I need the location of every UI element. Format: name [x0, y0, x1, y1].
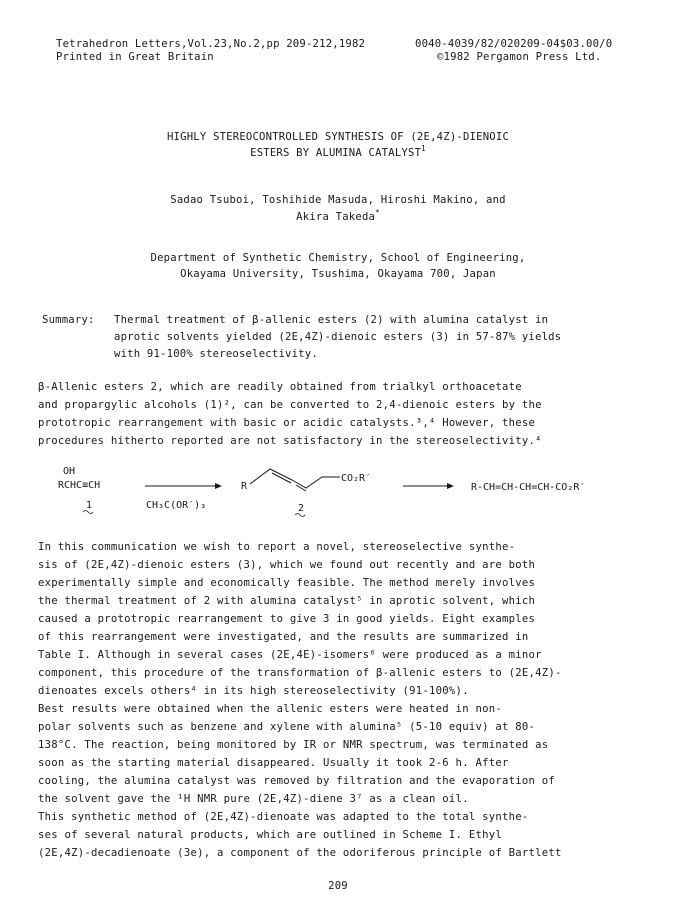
body-line: the thermal treatment of 2 with alumina catalyst⁵ in aprotic solvent, which: [38, 595, 536, 607]
copyright: ©1982 Pergamon Press Ltd.: [437, 51, 602, 63]
body-line: cooling, the alumina catalyst was removed by filtration and the evaporation of: [38, 775, 555, 787]
printed-location: Printed in Great Britain: [56, 51, 214, 63]
title-line-2: [0, 144, 676, 160]
summary-label: Summary:: [42, 314, 95, 326]
body-line: This synthetic method of (2E,4Z)-dienoate was adapted to the total synthe-: [38, 811, 529, 823]
arrowhead-2: [447, 483, 454, 489]
ester-group: CO₂R′: [341, 473, 372, 484]
body-line: caused a prototropic rearrangement to give 3 in good yields. Eight examples: [38, 613, 536, 625]
body-line: experimentally simple and economically feasible. The method merely involves: [38, 577, 536, 589]
title-line-1: HIGHLY STEREOCONTROLLED SYNTHESIS OF (2E,4Z)-DIENOIC: [166, 131, 510, 143]
body-line: sis of (2E,4Z)-dienoic esters (3), which we found out recently and are both: [38, 559, 536, 571]
intro-line: prototropic rearrangement with basic or acidic catalysts.³,⁴ However, these: [38, 417, 536, 429]
authors-line-2: [0, 208, 676, 224]
arrowhead-1: [215, 483, 222, 489]
intro-line: β-Allenic esters 2, which are readily obtained from trialkyl orthoacetate: [38, 381, 522, 393]
hydroxyl-label: OH: [63, 466, 76, 477]
journal-citation: Tetrahedron Letters,Vol.23,No.2,pp 209-212,1982: [56, 38, 366, 50]
body-line: 138°C. The reaction, being monitored by IR or NMR spectrum, was terminated as: [38, 739, 549, 751]
summary-line-3: with 91-100% stereoselectivity.: [114, 348, 318, 360]
body-line: In this communication we wish to report a novel, stereoselective synthe-: [38, 541, 516, 553]
body-line: dienoates excels others⁴ in its high stereoselectivity (91-100%).: [38, 685, 469, 697]
corresponding-author-mark: *: [375, 208, 380, 217]
compound-2-label: 2: [298, 503, 305, 514]
body-line: polar solvents such as benzene and xylene with alumina⁵ (5-10 equiv) at 80-: [38, 721, 536, 733]
intro-line: and propargylic alcohols (1)², can be converted to 2,4-dienoic esters by the: [38, 399, 542, 411]
author-name: Akira Takeda: [296, 211, 376, 223]
body-line: of this rearrangement were investigated, and the results are summarized in: [38, 631, 529, 643]
affiliation-line-1: Department of Synthetic Chemistry, School of Engineering,: [150, 252, 526, 264]
dienoate-product: R-CH=CH-CH=CH-CO₂R′: [471, 482, 586, 493]
reaction-scheme: [0, 460, 676, 530]
body-line: the solvent gave the ¹H NMR pure (2E,4Z)-diene 3⁷ as a clean oil.: [38, 793, 469, 805]
summary-line-2: aprotic solvents yielded (2E,4Z)-dienoic esters (3) in 57-87% yields: [114, 331, 562, 343]
title-footnote-mark: 1: [421, 144, 426, 153]
body-line: Table I. Although in several cases (2E,4E)-isomers⁶ were produced as a minor: [38, 649, 542, 661]
body-line: component, this procedure of the transformation of β-allenic esters to (2E,4Z)-: [38, 667, 562, 679]
affiliation-line-2: Okayama University, Tsushima, Okayama 700, Japan: [180, 268, 496, 280]
compound-1-label: 1: [86, 500, 93, 511]
allene-r-group: R: [241, 481, 248, 492]
body-line: (2E,4Z)-decadienoate (3e), a component of the odoriferous principle of Bartlett: [38, 847, 562, 859]
body-line: Best results were obtained when the allenic esters were heated in non-: [38, 703, 502, 715]
orthoacetate-reagent: CH₃C(OR′)₃: [146, 500, 207, 511]
page-number: 209: [328, 880, 348, 892]
allene-cumulated-bond: [296, 485, 306, 491]
body-line: soon as the starting material disappeared. Usually it took 2-6 h. After: [38, 757, 509, 769]
intro-line: procedures hitherto reported are not satisfactory in the stereoselectivity.⁴: [38, 435, 542, 447]
authors-line-1: Sadao Tsuboi, Toshihide Masuda, Hiroshi Makino, and: [170, 194, 506, 206]
article-code: 0040-4039/82/020209-04$03.00/0: [415, 38, 613, 50]
allene-bond-1: [250, 469, 292, 484]
title-text: ESTERS BY ALUMINA CATALYST: [250, 147, 422, 159]
propargylic-alcohol-formula: RCHC≡CH: [58, 480, 101, 491]
summary-line-1: Thermal treatment of β-allenic esters (2) with alumina catalyst in: [114, 314, 549, 326]
body-line: ses of several natural products, which are outlined in Scheme I. Ethyl: [38, 829, 502, 841]
